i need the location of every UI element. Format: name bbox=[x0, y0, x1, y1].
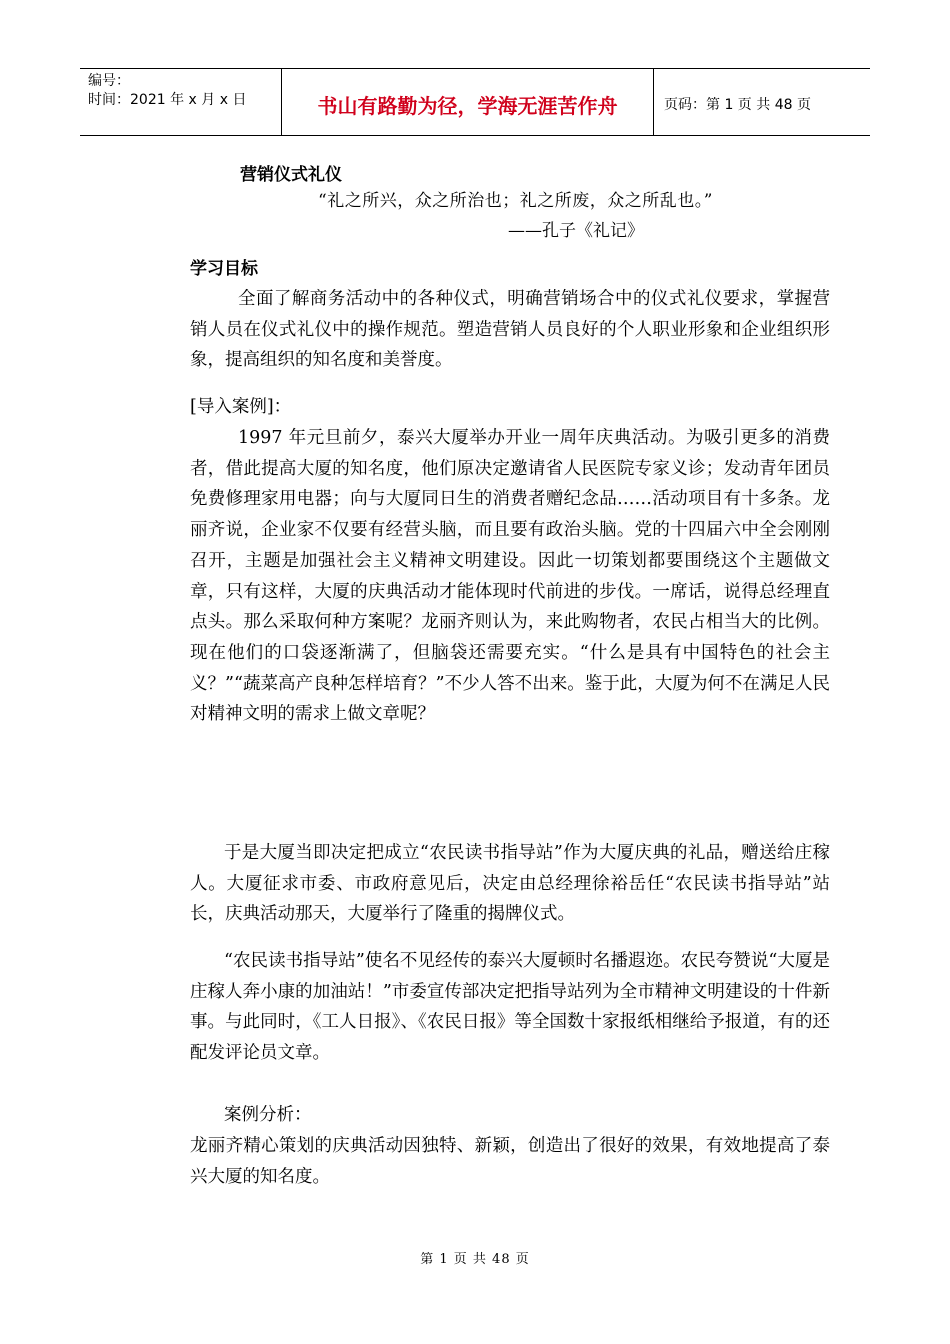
paragraph-decision: 于是大厦当即决定把成立“农民读书指导站”作为大厦庆典的礼品，赠送给庄稼人。大厦征求市委、市政府意见后，决定由总经理徐裕岳任“农民读书指导站”站长，庆典活动那天，大厦举行了隆重的揭牌仪式。 bbox=[190, 843, 830, 925]
document-number-label: 编号： bbox=[88, 73, 130, 89]
document-title: 营销仪式礼仪 bbox=[240, 165, 342, 185]
header-meta-cell bbox=[80, 69, 282, 135]
header-motto: 书山有路勤为径，学海无涯苦作舟 bbox=[282, 69, 654, 135]
section-heading-learning-goals: 学习目标 bbox=[190, 259, 258, 279]
paragraph-learning-goals: 全面了解商务活动中的各种仪式，明确营销场合中的仪式礼仪要求，掌握营销人员在仪式礼仪中的操作规范。塑造营销人员良好的个人职业形象和企业组织形象，提高组织的知名度和美誉度。 bbox=[190, 289, 830, 371]
epigraph-quote: “礼之所兴，众之所治也；礼之所废，众之所乱也。” bbox=[318, 191, 713, 211]
paragraph-case-body: 1997 年元旦前夕，泰兴大厦举办开业一周年庆典活动。为吸引更多的消费者，借此提高大厦的知名度，他们原决定邀请省人民医院专家义诊；发动青年团员免费修理家用电器；向与大厦同日生的消费者赠纪念品……活动项目有十多条。龙丽齐说，企业家不仅要有经营头脑，而且要有政治头脑。党的十四届六中全会刚刚召开，主题是加强社会主义精神文明建设。因此一切策划都要围绕这个主题做文章，只有这样，大厦的庆典活动才能体现时代前进的步伐。一席话，说得总经理直点头。那么采取何种方案呢？龙丽齐则认为，来此购物者，农民占相当大的比例。现在他们的口袋逐渐满了，但脑袋还需要充实。“什么是具有中国特色的社会主义？”“蔬菜高产良种怎样培育？”不少人答不出来。鉴于此，大厦为何不在满足人民对精神文明的需求上做文章呢？ bbox=[190, 428, 830, 725]
page-footer: 第 1 页 共 48 页 bbox=[420, 1252, 530, 1267]
epigraph-source: ——孔子《礼记》 bbox=[508, 221, 644, 241]
header-page-info: 页码：第 1 页 共 48 页 bbox=[664, 97, 811, 113]
paragraph-analysis-body: 龙丽齐精心策划的庆典活动因独特、新颖，创造出了很好的效果，有效地提高了泰兴大厦的知名度。 bbox=[190, 1136, 830, 1187]
paragraph-outcome: “农民读书指导站”使名不见经传的泰兴大厦顿时名播遐迩。农民夸赞说“大厦是庄稼人奔小康的加油站！”市委宣传部决定把指导站列为全市精神文明建设的十件新事。与此同时，《工人日报》、《农民日报》等全国数十家报纸相继给予报道，有的还配发评论员文章。 bbox=[190, 951, 830, 1064]
document-time-label: 时间：2021 年 x 月 x 日 bbox=[88, 92, 247, 108]
paragraph-analysis-label: 案例分析： bbox=[224, 1105, 312, 1125]
page-header-table bbox=[80, 68, 870, 136]
paragraph-case-label: [导入案例]： bbox=[190, 397, 292, 417]
